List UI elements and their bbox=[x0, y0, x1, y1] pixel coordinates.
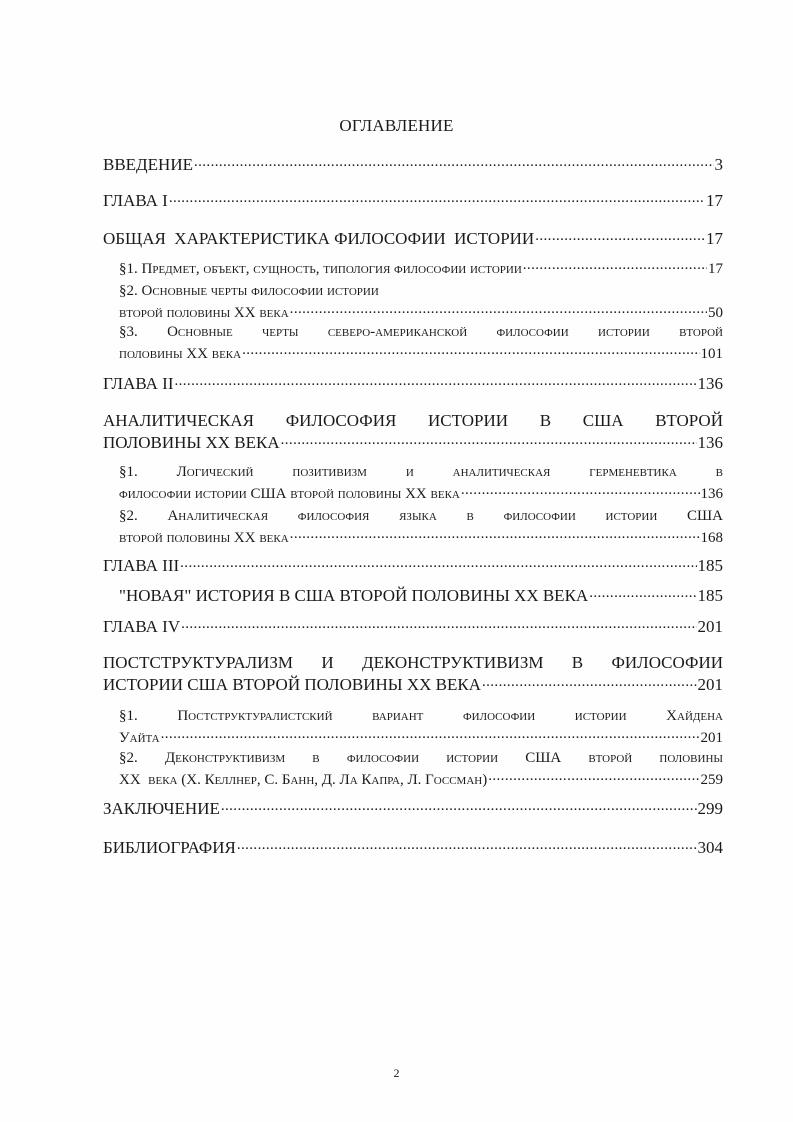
toc-entry-chapter-4-title[interactable] bbox=[103, 652, 723, 696]
toc-entry-label: ИСТОРИИ США ВТОРОЙ ПОЛОВИНЫ XX ВЕКА bbox=[103, 675, 481, 694]
toc-entry-line: АНАЛИТИЧЕСКАЯ ФИЛОСОФИЯ ИСТОРИИ В США ВТОРОЙ bbox=[103, 411, 723, 430]
toc-entry-section-1-3[interactable] bbox=[119, 321, 723, 365]
dot-leader bbox=[221, 800, 697, 814]
toc-page-number: 304 bbox=[697, 838, 723, 857]
toc-entry-section-1-1[interactable] bbox=[119, 258, 723, 280]
toc-entry-section-2-1[interactable] bbox=[119, 461, 723, 505]
dot-leader bbox=[194, 156, 714, 170]
toc-entry-line: §1. Логический позитивизм и аналитическая герменевтика в bbox=[119, 464, 723, 480]
toc-title: ОГЛАВЛЕНИЕ bbox=[339, 116, 454, 135]
dot-leader bbox=[290, 303, 707, 317]
toc-entry-line: §1. Постструктуралистский вариант философии истории Хайдена bbox=[119, 708, 723, 724]
dot-leader bbox=[181, 618, 696, 632]
toc-page-number: 136 bbox=[700, 486, 723, 502]
toc-entry-chapter-1-title[interactable] bbox=[103, 228, 723, 250]
toc-entry-chapter-2-title[interactable] bbox=[103, 410, 723, 454]
toc-entry-label: ВВЕДЕНИЕ bbox=[103, 155, 193, 174]
toc-page-number: 3 bbox=[714, 155, 723, 174]
toc-entry-label: ОБЩАЯ ХАРАКТЕРИСТИКА ФИЛОСОФИИ ИСТОРИИ bbox=[103, 229, 535, 248]
toc-entry-chapter-4[interactable] bbox=[103, 616, 723, 638]
dot-leader bbox=[169, 192, 705, 206]
toc-page-number: 201 bbox=[697, 617, 723, 636]
page-number: 2 bbox=[393, 1066, 400, 1080]
toc-entry-label: ГЛАВА I bbox=[103, 191, 168, 210]
toc-entry-chapter-3-title[interactable] bbox=[119, 585, 723, 607]
dot-leader bbox=[242, 344, 699, 358]
toc-page-number: 17 bbox=[706, 191, 723, 210]
toc-entry-line: §2. Деконструктивизм в философии истории США второй половины bbox=[119, 750, 723, 766]
toc-entry-section-4-1[interactable] bbox=[119, 705, 723, 749]
toc-entry-line: ПОСТСТРУКТУРАЛИЗМ И ДЕКОНСТРУКТИВИЗМ В ФИЛОСОФИИ bbox=[103, 653, 723, 672]
toc-entry-label: второй половины XX века bbox=[119, 530, 289, 546]
dot-leader bbox=[237, 839, 697, 853]
dot-leader bbox=[535, 230, 705, 244]
toc-entry-chapter-2[interactable] bbox=[103, 373, 723, 395]
toc-page-number: 17 bbox=[706, 229, 723, 248]
toc-page-number: 50 bbox=[708, 305, 723, 321]
toc-entry-bibliography[interactable] bbox=[103, 837, 723, 859]
toc-entry-label: БИБЛИОГРАФИЯ bbox=[103, 838, 236, 857]
toc-entry-label: второй половины XX века bbox=[119, 305, 289, 321]
dot-leader bbox=[281, 434, 697, 448]
toc-page-number: 185 bbox=[697, 556, 723, 575]
toc-page-number: 201 bbox=[700, 730, 723, 746]
toc-entry-introduction[interactable] bbox=[103, 154, 723, 176]
toc-page-number: 201 bbox=[697, 675, 723, 694]
dot-leader bbox=[589, 587, 696, 601]
toc-entry-chapter-3[interactable] bbox=[103, 555, 723, 577]
toc-entry-label: XX века (Х. Келлнер, С. Банн, Д. Ла Капра, Л. Госсман) bbox=[119, 772, 488, 788]
toc-entry-line: §2. Основные черты философии истории bbox=[119, 283, 379, 299]
toc-page-number: 136 bbox=[697, 374, 723, 393]
toc-entry-label: ПОЛОВИНЫ XX ВЕКА bbox=[103, 433, 280, 452]
toc-page-number: 299 bbox=[697, 799, 723, 818]
dot-leader bbox=[488, 770, 699, 784]
toc-entry-label: §1. Предмет, объект, сущность, типология философии истории bbox=[119, 261, 522, 277]
toc-entry-section-1-2[interactable] bbox=[119, 280, 723, 324]
dot-leader bbox=[161, 728, 700, 742]
dot-leader bbox=[290, 528, 700, 542]
toc-entry-section-2-2[interactable] bbox=[119, 505, 723, 549]
toc-entry-line: §3. Основные черты северо-американской философии истории второй bbox=[119, 324, 723, 340]
toc-entry-label: половины XX века bbox=[119, 346, 242, 362]
toc-entry-label: ГЛАВА IV bbox=[103, 617, 181, 636]
toc-page-number: 17 bbox=[708, 261, 723, 277]
dot-leader bbox=[482, 676, 697, 690]
toc-entry-label: ЗАКЛЮЧЕНИЕ bbox=[103, 799, 220, 818]
toc-page-number: 185 bbox=[697, 586, 723, 605]
toc-entry-line: §2. Аналитическая философия языка в философии истории США bbox=[119, 508, 723, 524]
toc-page-number: 136 bbox=[697, 433, 723, 452]
toc-page-number: 101 bbox=[700, 346, 723, 362]
toc-page-number: 168 bbox=[700, 530, 723, 546]
toc-page-number: 259 bbox=[700, 772, 723, 788]
toc-entry-label: ГЛАВА III bbox=[103, 556, 180, 575]
toc-entry-label: "НОВАЯ" ИСТОРИЯ В США ВТОРОЙ ПОЛОВИНЫ XX ВЕКА bbox=[119, 586, 589, 605]
toc-entry-section-4-2[interactable] bbox=[119, 747, 723, 791]
dot-leader bbox=[523, 259, 707, 273]
toc-entry-label: Уайта bbox=[119, 730, 160, 746]
dot-leader bbox=[180, 557, 696, 571]
toc-entry-chapter-1[interactable] bbox=[103, 190, 723, 212]
toc-entry-conclusion[interactable] bbox=[103, 798, 723, 820]
dot-leader bbox=[174, 375, 696, 389]
dot-leader bbox=[461, 484, 700, 498]
toc-entry-label: ГЛАВА II bbox=[103, 374, 174, 393]
toc-entry-label: философии истории США второй половины XX века bbox=[119, 486, 460, 502]
